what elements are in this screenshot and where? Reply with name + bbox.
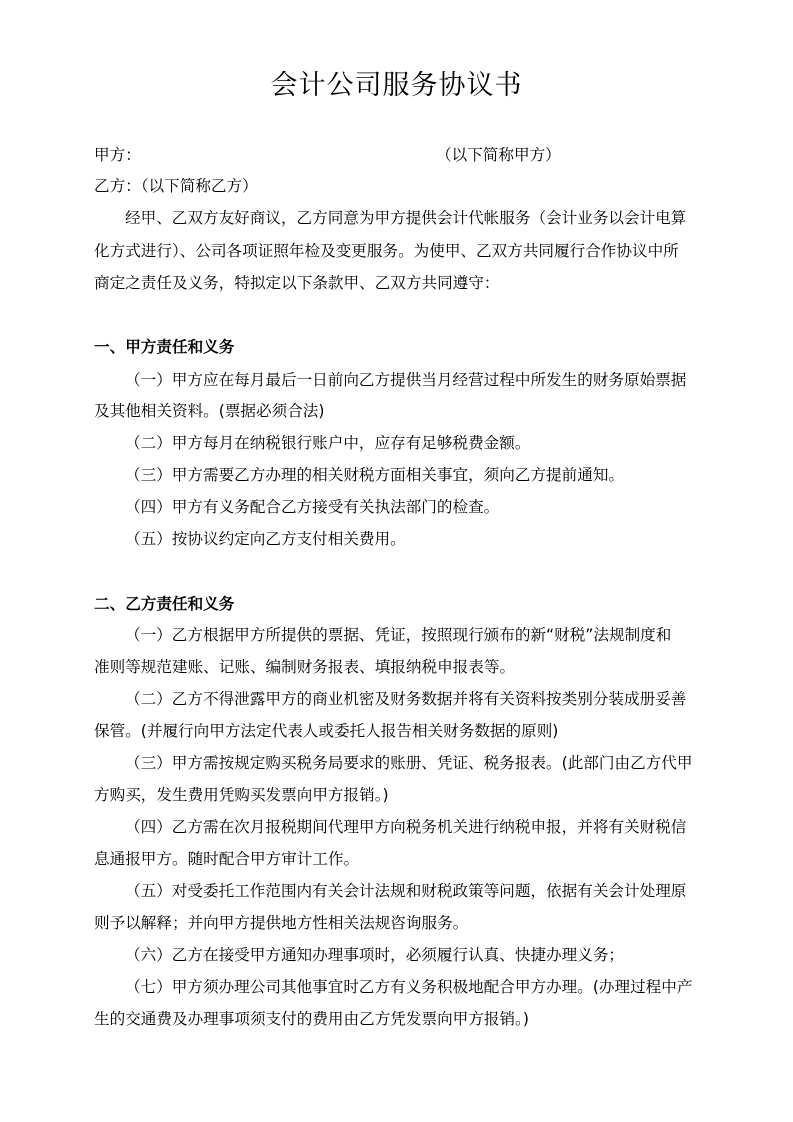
section-2-line: 保管。(并履行向甲方法定代表人或委托人报告相关财务数据的原则) [94,722,559,740]
party-b-line: 乙方：（以下简称乙方） [94,177,258,195]
section-1-line: （五）按协议约定向乙方支付相关费用。 [125,530,406,548]
party-a-note: （以下简称甲方） [436,146,561,164]
party-a-label: 甲方： [94,146,141,164]
section-1-line: （三）甲方需要乙方办理的相关财税方面相关事宜，须向乙方提前通知。 [125,466,625,484]
section-1-line: （四）甲方有义务配合乙方接受有关执法部门的检查。 [125,498,500,516]
section-2-line: （七）甲方须办理公司其他事宜时乙方有义务积极地配合甲方办理。(办理过程中产 [125,978,693,996]
document-title: 会计公司服务协议书 [270,70,523,101]
section-1-line: （一）甲方应在每月最后一日前向乙方提供当月经营过程中所发生的财务原始票据 [125,371,687,389]
intro-line: 经甲、乙双方友好商议，乙方同意为甲方提供会计代帐服务（会计业务以会计电算 [125,209,687,227]
intro-line: 化方式进行）、公司各项证照年检及变更服务。为使甲、乙双方共同履行合作协议中所 [94,242,679,260]
section-2-line: （五）对受委托工作范围内有关会计法规和财税政策等问题，依据有关会计处理原 [125,882,687,900]
section-2-line: 准则等规范建账、记账、编制财务报表、填报纳税申报表等。 [94,658,516,676]
party-a-line [94,139,704,171]
section-2-line: 方购买，发生费用凭购买发票向甲方报销。) [94,786,389,804]
section-2-line: （一）乙方根据甲方所提供的票据、凭证，按照现行颁布的新“财税”法规制度和 [125,626,672,644]
section-2-line: 息通报甲方。随时配合甲方审计工作。 [94,850,360,868]
section-1-line: 及其他相关资料。(票据必须合法) [94,402,325,420]
section-2-line: 生的交通费及办理事项须支付的费用由乙方凭发票向甲方报销。) [94,1010,529,1028]
section-2-line: （六）乙方在接受甲方通知办理事项时，必须履行认真、快捷办理义务； [125,946,625,964]
intro-line: 商定之责任及义务，特拟定以下条款甲、乙双方共同遵守： [94,274,500,292]
section-2-line: （四）乙方需在次月报税期间代理甲方向税务机关进行纳税申报，并将有关财税信 [125,818,687,836]
section-2-line: （三）甲方需按规定购买税务局要求的账册、凭证、税务报表。(此部门由乙方代甲 [125,754,693,772]
section-2-heading: 二、乙方责任和义务 [94,595,235,613]
section-2-line: 则予以解释；并向甲方提供地方性相关法规咨询服务。 [94,914,469,932]
section-2-line: （二）乙方不得泄露甲方的商业机密及财务数据并将有关资料按类别分装成册妥善 [125,690,687,708]
section-1-heading: 一、甲方责任和义务 [94,338,235,356]
section-1-line: （二）甲方每月在纳税银行账户中，应存有足够税费金额。 [125,434,531,452]
